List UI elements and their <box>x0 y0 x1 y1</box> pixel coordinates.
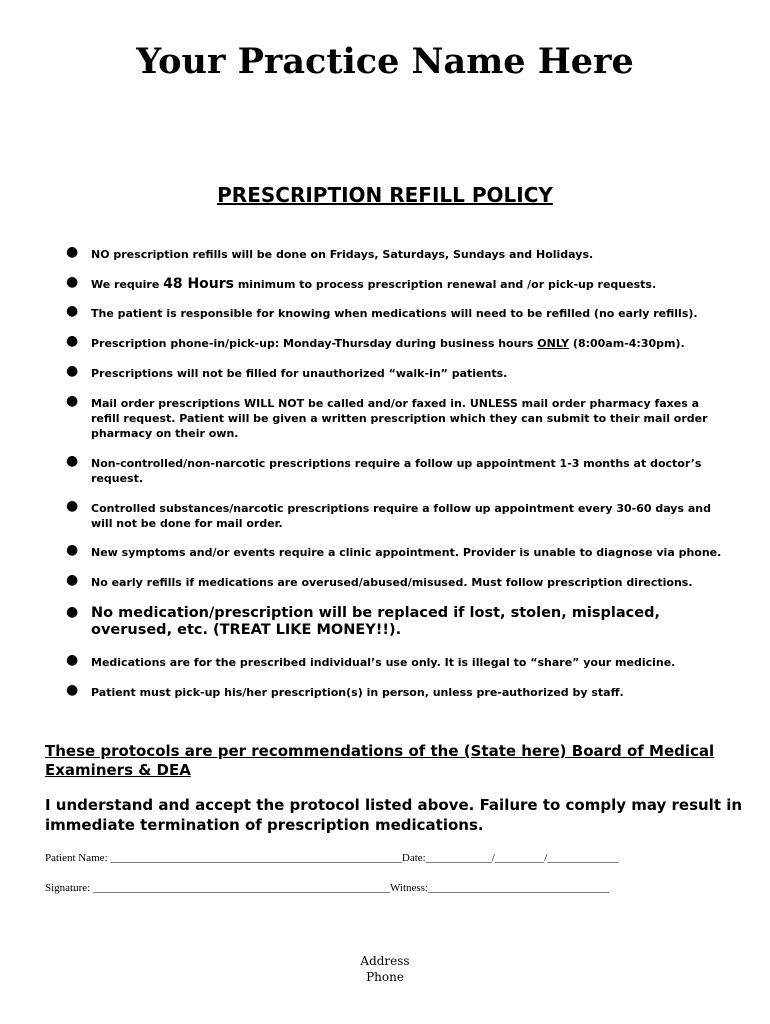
rule-item <box>58 605 728 639</box>
bullet-icon: ● <box>66 572 79 589</box>
footer <box>0 953 770 985</box>
rule-text: Prescriptions will not be filled for unauthorized “walk-in” patients. <box>91 366 508 380</box>
bullet-icon: ● <box>66 651 79 668</box>
rule-text: NO prescription refills will be done on Fridays, Saturdays, Sundays and Holidays. <box>91 248 594 261</box>
acceptance-statement: I understand and accept the protocol listed above. Failure to comply may result in immediate termination of prescription medications. <box>45 796 743 834</box>
footer-address: Address <box>360 954 410 968</box>
rule-text: No early refills if medications are overused/abused/misused. Must follow prescription directions. <box>91 576 693 590</box>
bullet-icon: ● <box>66 273 79 290</box>
rule-text: Medications are for the prescribed individual’s use only. It is illegal to “share” your medicine. <box>91 655 676 669</box>
rule-item <box>58 362 728 381</box>
policy-title: PRESCRIPTION REFILL POLICY <box>217 183 553 207</box>
signature-witness-line: Signature: ______________________________________________________Witness:_________________________________ <box>45 882 610 894</box>
bullet-icon: ● <box>66 244 79 260</box>
rule-item <box>58 273 728 292</box>
rule-text-pre: Prescription phone-in/pick-up: Monday-Thursday during business hours <box>91 337 538 351</box>
rule-item <box>58 244 728 262</box>
rule-item <box>58 452 728 486</box>
bullet-icon: ● <box>66 603 79 620</box>
footer-phone: Phone <box>366 970 404 984</box>
rule-text: No medication/prescription will be replaced if lost, stolen, misplaced, overused, etc. (TREAT LIKE MONEY!!). <box>91 604 660 638</box>
rule-text-post: (8:00am-4:30pm). <box>569 337 685 351</box>
rule-text: Patient must pick-up his/her prescription(s) in person, unless pre-authorized by staff. <box>91 685 624 699</box>
hours-emphasis: 48 Hours <box>163 275 235 292</box>
rule-text-post: minimum to process prescription renewal and /or pick-up requests. <box>234 277 657 291</box>
rule-text: New symptoms and/or events require a clinic appointment. Provider is unable to diagnose via phone. <box>91 546 722 560</box>
practice-name-heading: Your Practice Name Here <box>136 41 634 82</box>
bullet-icon: ● <box>66 362 79 379</box>
rule-text: The patient is responsible for knowing when medications will need to be refilled (no early refills). <box>91 307 698 321</box>
bullet-icon: ● <box>66 392 79 409</box>
protocols-statement: These protocols are per recommendations of the (State here) Board of Medical Examiners & DEA <box>45 742 715 779</box>
patient-name-date-line: Patient Name: _____________________________________________________Date:____________/_________/_____________ <box>45 852 619 864</box>
rule-item <box>58 303 728 321</box>
rule-item <box>58 651 728 670</box>
bullet-icon: ● <box>66 452 79 469</box>
bullet-icon: ● <box>66 333 79 350</box>
rule-item <box>58 572 728 590</box>
rule-item <box>58 497 728 531</box>
bullet-icon: ● <box>66 542 79 559</box>
bullet-icon: ● <box>66 497 79 514</box>
rule-text-pre: We require <box>91 277 164 291</box>
rule-text: Controlled substances/narcotic prescriptions require a follow up appointment every 30-60 days and will not be done for mail order. <box>91 501 711 530</box>
rule-text: Mail order prescriptions WILL NOT be called and/or faxed in. UNLESS mail order pharmacy faxes a refill request. Patient will be given a written prescription which they can submit to their mail order pharmacy on their own. <box>91 396 708 440</box>
rule-item <box>58 333 728 351</box>
only-emphasis: ONLY <box>537 337 570 351</box>
rules-list <box>58 244 728 714</box>
rule-item <box>58 392 728 442</box>
bullet-icon: ● <box>66 681 79 698</box>
rule-item <box>58 542 728 560</box>
rule-item <box>58 681 728 700</box>
rule-text: Non-controlled/non-narcotic prescriptions require a follow up appointment 1-3 months at doctor’s request. <box>91 456 702 485</box>
bullet-icon: ● <box>66 303 79 320</box>
